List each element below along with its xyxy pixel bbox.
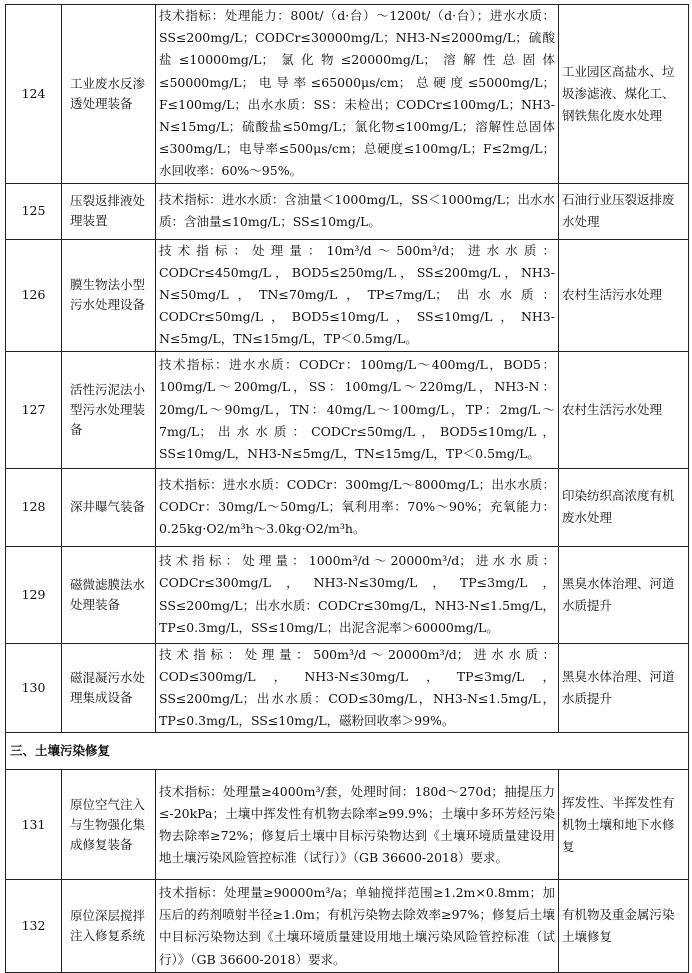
table-row (6, 643, 689, 733)
equipment-name: 原位深层搅拌注入修复系统 (62, 880, 156, 973)
technical-spec: 技术指标：处理量：500m³/d～20000m³/d；进水水质：COD≤300mg/L，NH3-N≤30mg/L，TP≤3mg/L，SS≤200mg/L；出水水质：COD≤30mg/L，NH3-N≤1.5mg/L，TP≤0.3mg/L，SS≤10mg/L，磁粉回收率＞99%。 (156, 643, 559, 733)
technical-spec: 技术指标：处理能力：800t/（d·台）～1200t/（d·台）；进水水质：SS≤200mg/L；CODCr≤30000mg/L；NH3-N≤2000mg/L；硫酸盐≤10000mg/L；氯化物≤20000mg/L；溶解性总固体≤50000mg/L；电导率≤65000μs/cm；总硬度≤5000mg/L；F≤100mg/L；出水水质：SS：未检出；CODCr≤100mg/L；NH3-N≤15mg/L；硫酸盐≤50mg/L；氯化物≤100mg/L；溶解性总固体≤300mg/L；电导率≤500μs/cm；总硬度≤100mg/L；F≤2mg/L；水回收率：60%～95%。 (156, 5, 559, 184)
row-number: 127 (6, 351, 62, 468)
row-number: 124 (6, 5, 62, 184)
application-scope: 黑臭水体治理、河道水质提升 (559, 643, 689, 733)
equipment-name: 压裂返排液处理装置 (62, 183, 156, 239)
table-row (6, 351, 689, 468)
equipment-name: 膜生物法小型污水处理设备 (62, 239, 156, 351)
technical-spec: 技术指标：处理量≥4000m³/套，处理时间：180d～270d；抽提压力≤-20kPa；土壤中挥发性有机物去除率≥99.9%；土壤中多环芳烃污染物去除率≥72%；修复后土壤中目标污染物达到《土壤环境质量建设用地土壤污染风险管控标准（试行）》（GB 36600-2018）要求。 (156, 770, 559, 880)
application-scope: 农村生活污水处理 (559, 239, 689, 351)
row-number: 126 (6, 239, 62, 351)
table-row (6, 770, 689, 880)
application-scope: 黑臭水体治理、河道水质提升 (559, 546, 689, 643)
equipment-name: 深井曝气装备 (62, 468, 156, 546)
section-row (6, 733, 689, 770)
equipment-name: 磁微滤膜法水处理装备 (62, 546, 156, 643)
application-scope: 农村生活污水处理 (559, 351, 689, 468)
technical-spec: 技术指标：进水水质：CODCr：300mg/L～8000mg/L；出水水质：CODCr：30mg/L～50mg/L；氧利用率：70%～90%；充氧能力：0.25kg·O2/m³h～3.0kg·O2/m³h。 (156, 468, 559, 546)
application-scope: 有机物及重金属污染土壤修复 (559, 880, 689, 973)
table-row (6, 880, 689, 973)
application-scope: 挥发性、半挥发性有机物土壤和地下水修复 (559, 770, 689, 880)
equipment-name: 活性污泥法小型污水处理装备 (62, 351, 156, 468)
technical-spec: 技术指标：进水水质：CODCr：100mg/L～400mg/L，BOD5：100mg/L～200mg/L，SS：100mg/L～220mg/L，NH3-N：20mg/L～90mg/L，TN：40mg/L～100mg/L，TP：2mg/L～7mg/L；出水水质：CODCr≤50mg/L，BOD5≤10mg/L，SS≤10mg/L，NH3-N≤5mg/L，TN≤15mg/L，TP＜0.5mg/L。 (156, 351, 559, 468)
equipment-name: 工业废水反渗透处理装备 (62, 5, 156, 184)
table-row (6, 239, 689, 351)
row-number: 128 (6, 468, 62, 546)
equipment-name: 磁混凝污水处理集成设备 (62, 643, 156, 733)
row-number: 129 (6, 546, 62, 643)
technical-spec: 技术指标：处理量：10m³/d～500m³/d；进水水质：CODCr≤450mg/L，BOD5≤250mg/L，SS≤200mg/L，NH3-N≤50mg/L，TN≤70mg/L，TP≤7mg/L；出水水质：CODCr≤50mg/L，BOD5≤10mg/L，SS≤10mg/L，NH3-N≤5mg/L，TN≤15mg/L，TP＜0.5mg/L。 (156, 239, 559, 351)
table-row (6, 546, 689, 643)
application-scope: 工业园区高盐水、垃圾渗滤液、煤化工、钢铁焦化废水处理 (559, 5, 689, 184)
row-number: 130 (6, 643, 62, 733)
table-row (6, 5, 689, 184)
equipment-table (5, 4, 689, 973)
technical-spec: 技术指标：处理量≥90000m³/a；单轴搅拌范围≥1.2m×0.8mm；加压后的药剂喷射半径≥1.0m；有机污染物去除效率≥97%；修复后土壤中目标污染物达到《土壤环境质量建设用地土壤污染风险管控标准（试行）》（GB 36600-2018）要求。 (156, 880, 559, 973)
technical-spec: 技术指标：进水水质：含油量＜1000mg/L，SS＜1000mg/L；出水水质：含油量≤10mg/L；SS≤10mg/L。 (156, 183, 559, 239)
equipment-name: 原位空气注入与生物强化集成修复装备 (62, 770, 156, 880)
row-number: 132 (6, 880, 62, 973)
table-row (6, 468, 689, 546)
application-scope: 印染纺织高浓度有机废水处理 (559, 468, 689, 546)
technical-spec: 技术指标：处理量：1000m³/d～20000m³/d；进水水质：CODCr≤300mg/L，NH3-N≤30mg/L，TP≤3mg/L，SS≤200mg/L；出水水质：CODCr≤30mg/L，NH3-N≤1.5mg/L，TP≤0.3mg/L，SS≤10mg/L；出泥含泥率＞60000mg/L。 (156, 546, 559, 643)
table-row (6, 183, 689, 239)
row-number: 131 (6, 770, 62, 880)
section-heading: 三、土壤污染修复 (6, 733, 689, 770)
application-scope: 石油行业压裂返排废水处理 (559, 183, 689, 239)
row-number: 125 (6, 183, 62, 239)
